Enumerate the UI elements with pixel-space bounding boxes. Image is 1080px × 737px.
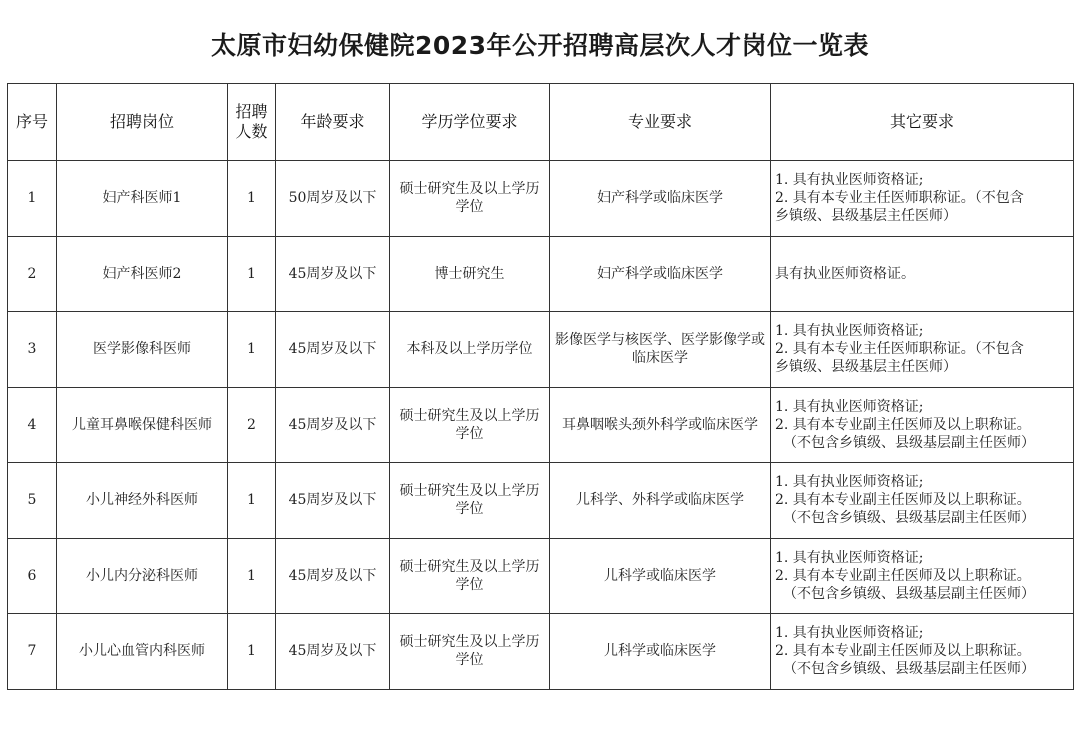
other-requirement-line: 1. 具有执业医师资格证; xyxy=(775,474,924,491)
cell-seq: 1 xyxy=(8,161,57,237)
cell-position: 儿童耳鼻喉保健科医师 xyxy=(57,387,228,463)
other-requirement-line: 2. 具有本专业副主任医师及以上职称证。 xyxy=(775,416,1031,433)
cell-age: 45周岁及以下 xyxy=(276,387,390,463)
cell-education: 硕士研究生及以上学历学位 xyxy=(390,161,550,237)
other-requirement-line: 1. 具有执业医师资格证; xyxy=(775,172,924,189)
cell-count: 2 xyxy=(228,387,276,463)
cell-other xyxy=(771,236,1074,312)
cell-education: 硕士研究生及以上学历学位 xyxy=(390,387,550,463)
header-row xyxy=(8,84,1074,161)
cell-education: 硕士研究生及以上学历学位 xyxy=(390,538,550,614)
cell-education: 硕士研究生及以上学历学位 xyxy=(390,463,550,539)
cell-major: 儿科学或临床医学 xyxy=(550,614,771,690)
other-requirement-line: 1. 具有执业医师资格证; xyxy=(775,323,924,340)
cell-age: 45周岁及以下 xyxy=(276,236,390,312)
other-requirement-line: 乡镇级、县级基层主任医师） xyxy=(775,359,957,376)
page-title: 太原市妇幼保健院2023年公开招聘高层次人才岗位一览表 xyxy=(210,31,870,60)
cell-other xyxy=(771,463,1074,539)
other-requirement-line: 1. 具有执业医师资格证; xyxy=(775,549,924,566)
cell-education: 博士研究生 xyxy=(390,236,550,312)
cell-position: 妇产科医师2 xyxy=(57,236,228,312)
table-row xyxy=(8,161,1074,237)
other-requirement-line: 乡镇级、县级基层主任医师） xyxy=(775,208,957,225)
table-row xyxy=(8,387,1074,463)
cell-major: 儿科学、外科学或临床医学 xyxy=(550,463,771,539)
cell-count: 1 xyxy=(228,161,276,237)
cell-age: 45周岁及以下 xyxy=(276,463,390,539)
cell-other xyxy=(771,538,1074,614)
cell-age: 45周岁及以下 xyxy=(276,538,390,614)
table-row xyxy=(8,538,1074,614)
cell-seq: 2 xyxy=(8,236,57,312)
cell-major: 耳鼻咽喉头颈外科学或临床医学 xyxy=(550,387,771,463)
cell-position: 小儿内分泌科医师 xyxy=(57,538,228,614)
cell-position: 小儿神经外科医师 xyxy=(57,463,228,539)
header-count-line1: 招聘 xyxy=(235,102,268,121)
other-requirement-line: （不包含乡镇级、县级基层副主任医师） xyxy=(783,510,1035,527)
cell-seq: 5 xyxy=(8,463,57,539)
cell-other xyxy=(771,161,1074,237)
cell-age: 45周岁及以下 xyxy=(276,312,390,388)
cell-other xyxy=(771,387,1074,463)
header-major: 专业要求 xyxy=(550,84,771,161)
cell-count: 1 xyxy=(228,538,276,614)
cell-major: 妇产科学或临床医学 xyxy=(550,161,771,237)
cell-count: 1 xyxy=(228,614,276,690)
other-requirement-line: （不包含乡镇级、县级基层副主任医师） xyxy=(783,434,1035,451)
cell-count: 1 xyxy=(228,312,276,388)
other-requirement-line: 2. 具有本专业副主任医师及以上职称证。 xyxy=(775,492,1031,509)
cell-seq: 6 xyxy=(8,538,57,614)
header-seq: 序号 xyxy=(8,84,57,161)
table-row xyxy=(8,236,1074,312)
other-requirement-line: （不包含乡镇级、县级基层副主任医师） xyxy=(783,585,1035,602)
table-row xyxy=(8,614,1074,690)
cell-age: 50周岁及以下 xyxy=(276,161,390,237)
cell-position: 小儿心血管内科医师 xyxy=(57,614,228,690)
cell-count: 1 xyxy=(228,236,276,312)
cell-major: 妇产科学或临床医学 xyxy=(550,236,771,312)
cell-seq: 3 xyxy=(8,312,57,388)
other-requirement-line: 1. 具有执业医师资格证; xyxy=(775,398,924,415)
header-education: 学历学位要求 xyxy=(390,84,550,161)
cell-other xyxy=(771,614,1074,690)
other-requirement-line: 2. 具有本专业主任医师职称证。（不包含 xyxy=(775,341,1024,358)
cell-seq: 7 xyxy=(8,614,57,690)
other-requirement-line: 2. 具有本专业副主任医师及以上职称证。 xyxy=(775,567,1031,584)
other-requirement-line: 1. 具有执业医师资格证; xyxy=(775,625,924,642)
positions-table xyxy=(7,83,1074,690)
cell-other xyxy=(771,312,1074,388)
cell-position: 医学影像科医师 xyxy=(57,312,228,388)
header-age: 年龄要求 xyxy=(276,84,390,161)
cell-education: 本科及以上学历学位 xyxy=(390,312,550,388)
header-other: 其它要求 xyxy=(771,84,1074,161)
header-count xyxy=(228,84,276,161)
table-row xyxy=(8,463,1074,539)
other-requirement-line: 2. 具有本专业副主任医师及以上职称证。 xyxy=(775,643,1031,660)
cell-seq: 4 xyxy=(8,387,57,463)
header-count-line2: 人数 xyxy=(235,122,268,141)
cell-major: 影像医学与核医学、医学影像学或临床医学 xyxy=(550,312,771,388)
table-row xyxy=(8,312,1074,388)
cell-major: 儿科学或临床医学 xyxy=(550,538,771,614)
other-requirement-line: 具有执业医师资格证。 xyxy=(775,265,915,282)
cell-count: 1 xyxy=(228,463,276,539)
other-requirement-line: 2. 具有本专业主任医师职称证。（不包含 xyxy=(775,190,1024,207)
header-position: 招聘岗位 xyxy=(57,84,228,161)
other-requirement-line: （不包含乡镇级、县级基层副主任医师） xyxy=(783,661,1035,678)
cell-education: 硕士研究生及以上学历学位 xyxy=(390,614,550,690)
cell-position: 妇产科医师1 xyxy=(57,161,228,237)
cell-age: 45周岁及以下 xyxy=(276,614,390,690)
